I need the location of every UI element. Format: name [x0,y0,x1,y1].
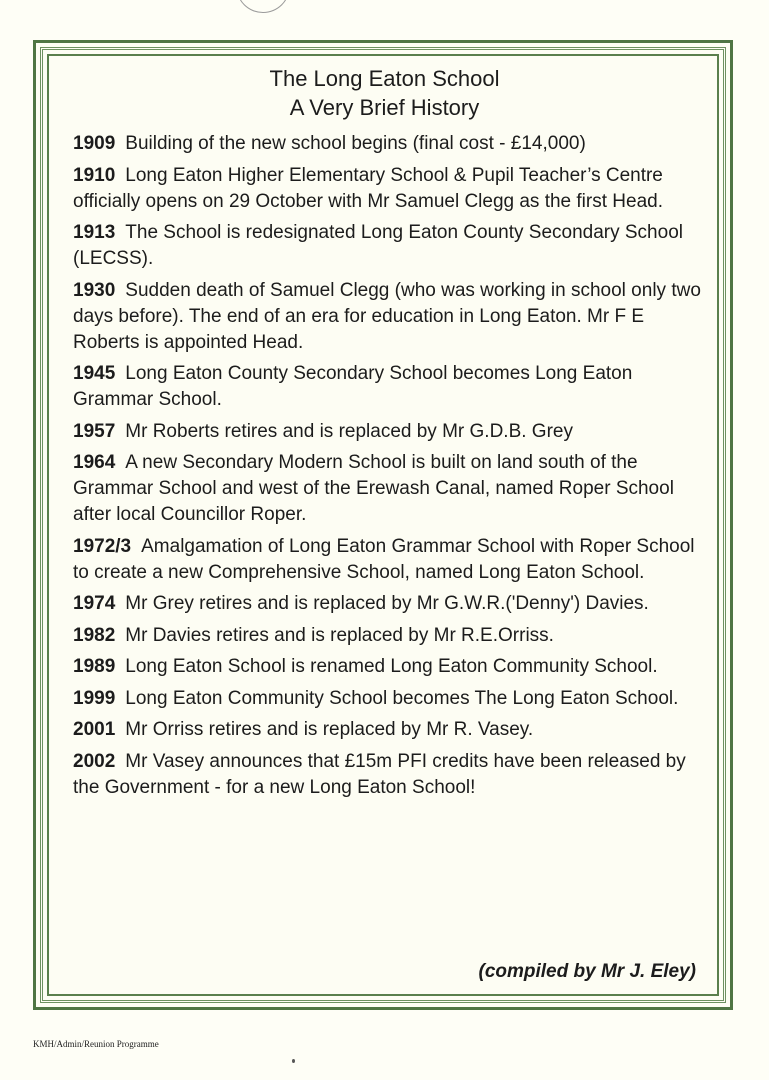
entry-text: Long Eaton School is renamed Long Eaton Community School. [125,656,658,677]
entry-text: The School is redesignated Long Eaton County Secondary School (LECSS). [73,222,683,269]
entry-year: 1972/3 [73,535,132,557]
entry-year: 1989 [73,656,116,677]
entry-text: Mr Orriss retires and is replaced by Mr R. Vasey. [125,719,534,740]
history-entry [73,163,703,215]
entry-year: 1909 [73,133,116,154]
entry-text: Mr Roberts retires and is replaced by Mr G.D.B. Grey [125,420,573,442]
history-entry [73,654,703,680]
entry-text: Long Eaton Higher Elementary School & Pupil Teacher’s Centre officially opens on 29 October with Mr Samuel Clegg as the first Head. [73,164,663,212]
entry-year: 1945 [73,363,116,384]
page-title: The Long Eaton School [269,66,500,91]
entry-text: Mr Vasey announces that £15m PFI credits have been released by the Government - for a new Long Eaton School! [73,750,686,798]
entry-year: 1999 [73,687,116,709]
entry-text: Mr Davies retires and is replaced by Mr R.E.Orriss. [125,624,554,646]
history-entry [73,534,703,586]
entry-text: Long Eaton Community School becomes The Long Eaton School. [125,687,679,709]
footer-reference: KMH/Admin/Reunion Programme [33,1039,159,1049]
history-entry [73,591,703,617]
entry-year: 1957 [73,420,116,442]
history-entry [73,278,703,356]
history-entry [73,220,703,272]
entry-text: Long Eaton County Secondary School becomes Long Eaton Grammar School. [73,363,633,410]
history-entry [73,131,703,157]
entry-year: 1910 [73,164,116,186]
entry-text: Mr Grey retires and is replaced by Mr G.W.R.('Denny') Davies. [125,593,649,614]
history-entry [73,361,703,413]
entry-year: 1913 [73,222,116,243]
history-entry [73,686,703,712]
entry-year: 1930 [73,279,116,301]
entry-text: Sudden death of Samuel Clegg (who was working in school only two days before). The end of an era for education in Long Eaton. Mr F E Roberts is appointed Head. [73,279,701,353]
entry-text: Building of the new school begins (final cost - £14,000) [125,133,586,154]
entry-year: 1964 [73,452,116,473]
history-entry [73,749,703,801]
history-entry [73,450,703,528]
punch-hole-arc [236,0,290,13]
history-list [73,131,703,806]
scan-speck [292,1059,295,1063]
history-entry [73,623,703,649]
entry-year: 1974 [73,593,116,614]
entry-year: 2001 [73,719,116,740]
page-subtitle: A Very Brief History [289,95,480,120]
entry-year: 1982 [73,624,116,646]
entry-year: 2002 [73,750,116,772]
history-entry [73,419,703,445]
entry-text: A new Secondary Modern School is built on land south of the Grammar School and west of the Erewash Canal, named Roper School after local Councillor Roper. [73,452,674,525]
credit-line: (compiled by Mr J. Eley) [478,961,696,982]
entry-text: Amalgamation of Long Eaton Grammar School with Roper School to create a new Comprehensive School, named Long Eaton School. [73,535,695,583]
history-entry [73,717,703,743]
